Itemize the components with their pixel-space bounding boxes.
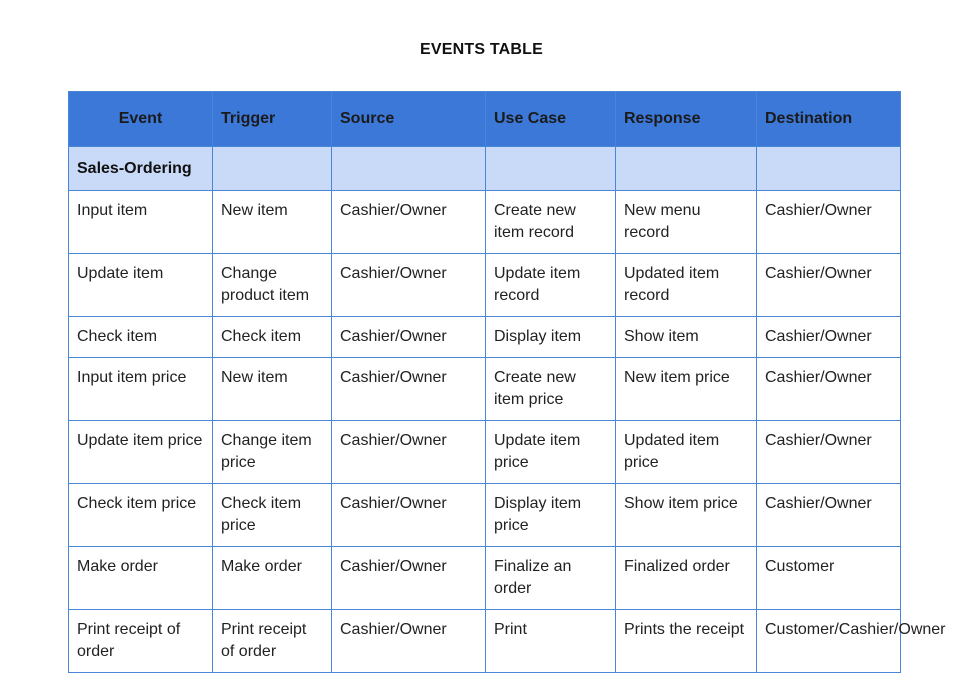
section-empty-cell bbox=[616, 147, 757, 191]
cell-source: Cashier/Owner bbox=[332, 484, 486, 547]
cell-use-case: Finalize an order bbox=[486, 547, 616, 610]
cell-destination: Cashier/Owner bbox=[757, 191, 901, 254]
cell-trigger: Change product item bbox=[213, 254, 332, 317]
cell-trigger: Check item price bbox=[213, 484, 332, 547]
cell-response: Show item price bbox=[616, 484, 757, 547]
cell-source: Cashier/Owner bbox=[332, 317, 486, 358]
cell-response: Prints the receipt bbox=[616, 610, 757, 673]
column-header-use-case: Use Case bbox=[486, 92, 616, 147]
cell-source: Cashier/Owner bbox=[332, 421, 486, 484]
column-header-event: Event bbox=[69, 92, 213, 147]
table-row bbox=[69, 317, 901, 358]
cell-trigger: New item bbox=[213, 191, 332, 254]
cell-use-case: Display item price bbox=[486, 484, 616, 547]
cell-trigger: Change item price bbox=[213, 421, 332, 484]
cell-destination: Cashier/Owner bbox=[757, 317, 901, 358]
cell-destination: Cashier/Owner bbox=[757, 484, 901, 547]
section-empty-cell bbox=[486, 147, 616, 191]
column-header-trigger: Trigger bbox=[213, 92, 332, 147]
section-label: Sales-Ordering bbox=[69, 147, 213, 191]
cell-use-case: Print bbox=[486, 610, 616, 673]
cell-response: New menu record bbox=[616, 191, 757, 254]
cell-destination: Cashier/Owner bbox=[757, 358, 901, 421]
cell-event: Check item bbox=[69, 317, 213, 358]
cell-event: Update item price bbox=[69, 421, 213, 484]
cell-destination: Customer bbox=[757, 547, 901, 610]
cell-event: Check item price bbox=[69, 484, 213, 547]
table-row bbox=[69, 610, 901, 673]
cell-destination: Customer/Cashier/Owner bbox=[757, 610, 901, 673]
table-row bbox=[69, 191, 901, 254]
events-table bbox=[68, 91, 946, 673]
table-row bbox=[69, 484, 901, 547]
cell-event: Update item bbox=[69, 254, 213, 317]
cell-trigger: Check item bbox=[213, 317, 332, 358]
column-header-source: Source bbox=[332, 92, 486, 147]
table-row bbox=[69, 358, 901, 421]
cell-source: Cashier/Owner bbox=[332, 610, 486, 673]
cell-destination: Cashier/Owner bbox=[757, 421, 901, 484]
section-empty-cell bbox=[332, 147, 486, 191]
cell-trigger: New item bbox=[213, 358, 332, 421]
cell-use-case: Create new item price bbox=[486, 358, 616, 421]
page-title: EVENTS TABLE bbox=[419, 41, 543, 58]
cell-event: Input item bbox=[69, 191, 213, 254]
cell-response: Show item bbox=[616, 317, 757, 358]
header-row bbox=[69, 92, 901, 147]
cell-use-case: Create new item record bbox=[486, 191, 616, 254]
cell-destination: Cashier/Owner bbox=[757, 254, 901, 317]
table-row bbox=[69, 547, 901, 610]
section-empty-cell bbox=[213, 147, 332, 191]
table-row bbox=[69, 421, 901, 484]
cell-trigger: Make order bbox=[213, 547, 332, 610]
cell-trigger: Print receipt of order bbox=[213, 610, 332, 673]
cell-use-case: Update item record bbox=[486, 254, 616, 317]
column-header-response: Response bbox=[616, 92, 757, 147]
cell-source: Cashier/Owner bbox=[332, 547, 486, 610]
section-row bbox=[69, 147, 901, 191]
cell-source: Cashier/Owner bbox=[332, 191, 486, 254]
section-empty-cell bbox=[757, 147, 901, 191]
cell-response: New item price bbox=[616, 358, 757, 421]
cell-event: Make order bbox=[69, 547, 213, 610]
cell-response: Finalized order bbox=[616, 547, 757, 610]
table-row bbox=[69, 254, 901, 317]
cell-source: Cashier/Owner bbox=[332, 358, 486, 421]
cell-response: Updated item price bbox=[616, 421, 757, 484]
cell-event: Input item price bbox=[69, 358, 213, 421]
cell-response: Updated item record bbox=[616, 254, 757, 317]
cell-event: Print receipt of order bbox=[69, 610, 213, 673]
cell-use-case: Update item price bbox=[486, 421, 616, 484]
cell-use-case: Display item bbox=[486, 317, 616, 358]
cell-source: Cashier/Owner bbox=[332, 254, 486, 317]
column-header-destination: Destination bbox=[757, 92, 901, 147]
